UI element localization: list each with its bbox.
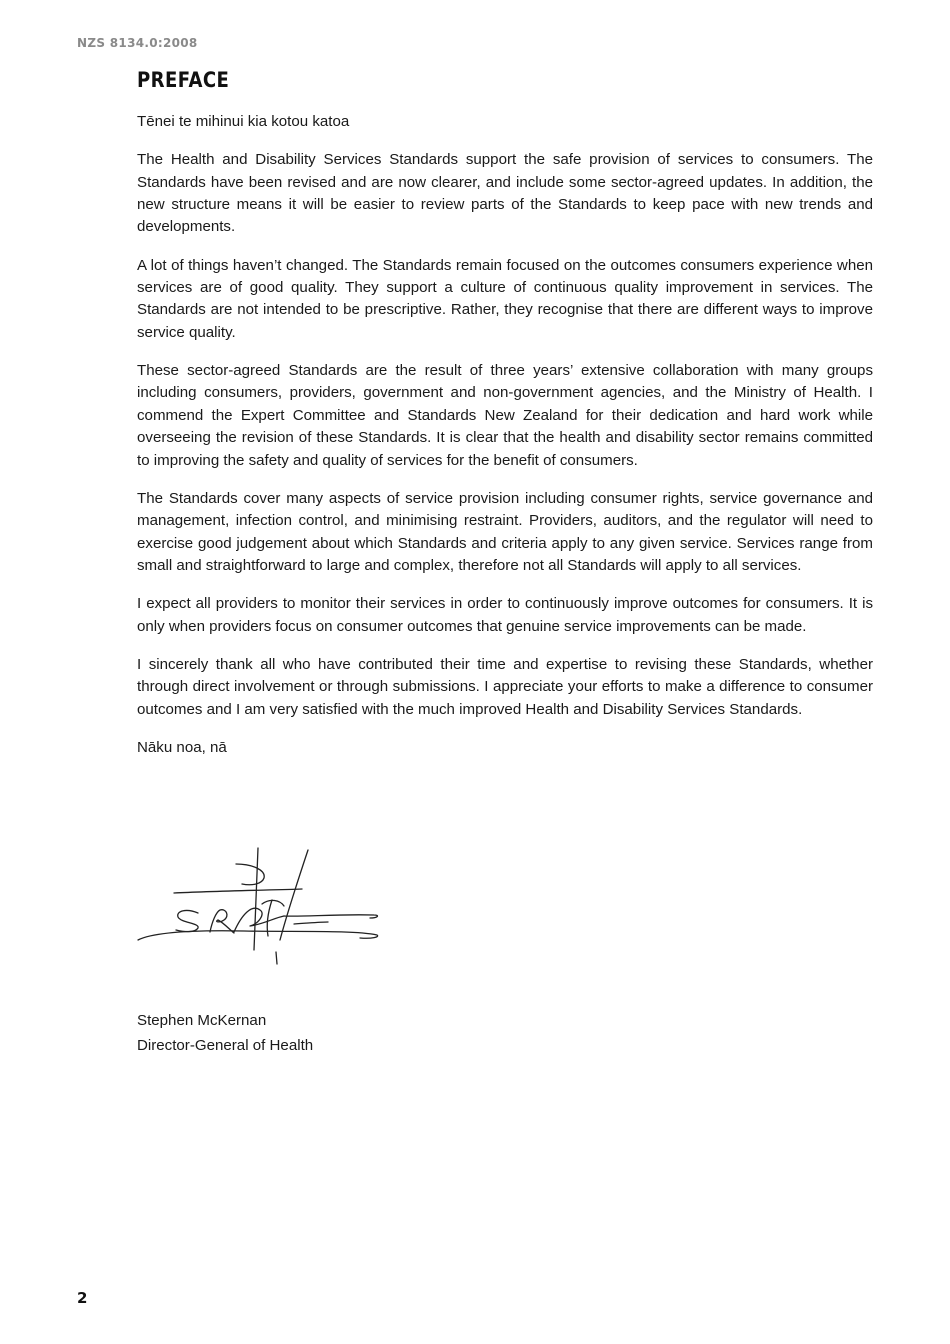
page-title: PREFACE [137,68,230,92]
paragraph-2: A lot of things haven’t changed. The Standards remain focused on the outcomes consumers experience when services are of good quality. They support a culture of continuous quality improvement in services. The Standards are not intended to be prescriptive. Rather, they recognise that there are different ways to improve service quality. [137,256,873,341]
signatory-block [137,1009,313,1058]
signature-image [134,840,384,965]
signatory-name: Stephen McKernan [137,1012,267,1029]
greeting: Tēnei te mihinui kia kotou katoa [137,113,350,130]
paragraph-3: These sector-agreed Standards are the result of three years’ extensive collaboration with many groups including consumers, providers, government and non-government agencies, and the Ministry of Health. I commend the Expert Committee and Standards New Zealand for their dedication and hard work while overseeing the revision of these Standards. It is clear that the health and disability sector remains committed to improving the safety and quality of services for the benefit of consumers. [137,362,873,469]
paragraph-4: The Standards cover many aspects of service provision including consumer rights, service governance and management, infection control, and minimising restraint. Providers, auditors, and the regulator will need to exercise good judgement about which Standards and criteria apply to any given service. Services range from small and straightforward to large and complex, therefore not all Standards will apply to all services. [137,489,873,575]
signatory-title: Director-General of Health [137,1036,314,1054]
running-header: NZS 8134.0:2008 [77,36,198,50]
page-number: 2 [77,1289,88,1307]
preface-body [137,111,873,775]
paragraph-1: The Health and Disability Services Standards support the safe provision of services to consumers. The Standards have been revised and are now clearer, and include some sector-agreed updates. In addition, the new structure means it will be easier to review parts of the Standards to keep pace with new trends and developments. [137,151,873,236]
closing-salutation: Nāku noa, nā [137,738,227,756]
paragraph-5: I expect all providers to monitor their services in order to continuously improve outcomes for consumers. It is only when providers focus on consumer outcomes that genuine service improvements can be made. [137,595,873,635]
paragraph-6: I sincerely thank all who have contributed their time and expertise to revising these Standards, whether through direct involvement or through submissions. I appreciate your efforts to make a difference to consumer outcomes and I am very satisfied with the much improved Health and Disability Services Standards. [137,655,873,718]
